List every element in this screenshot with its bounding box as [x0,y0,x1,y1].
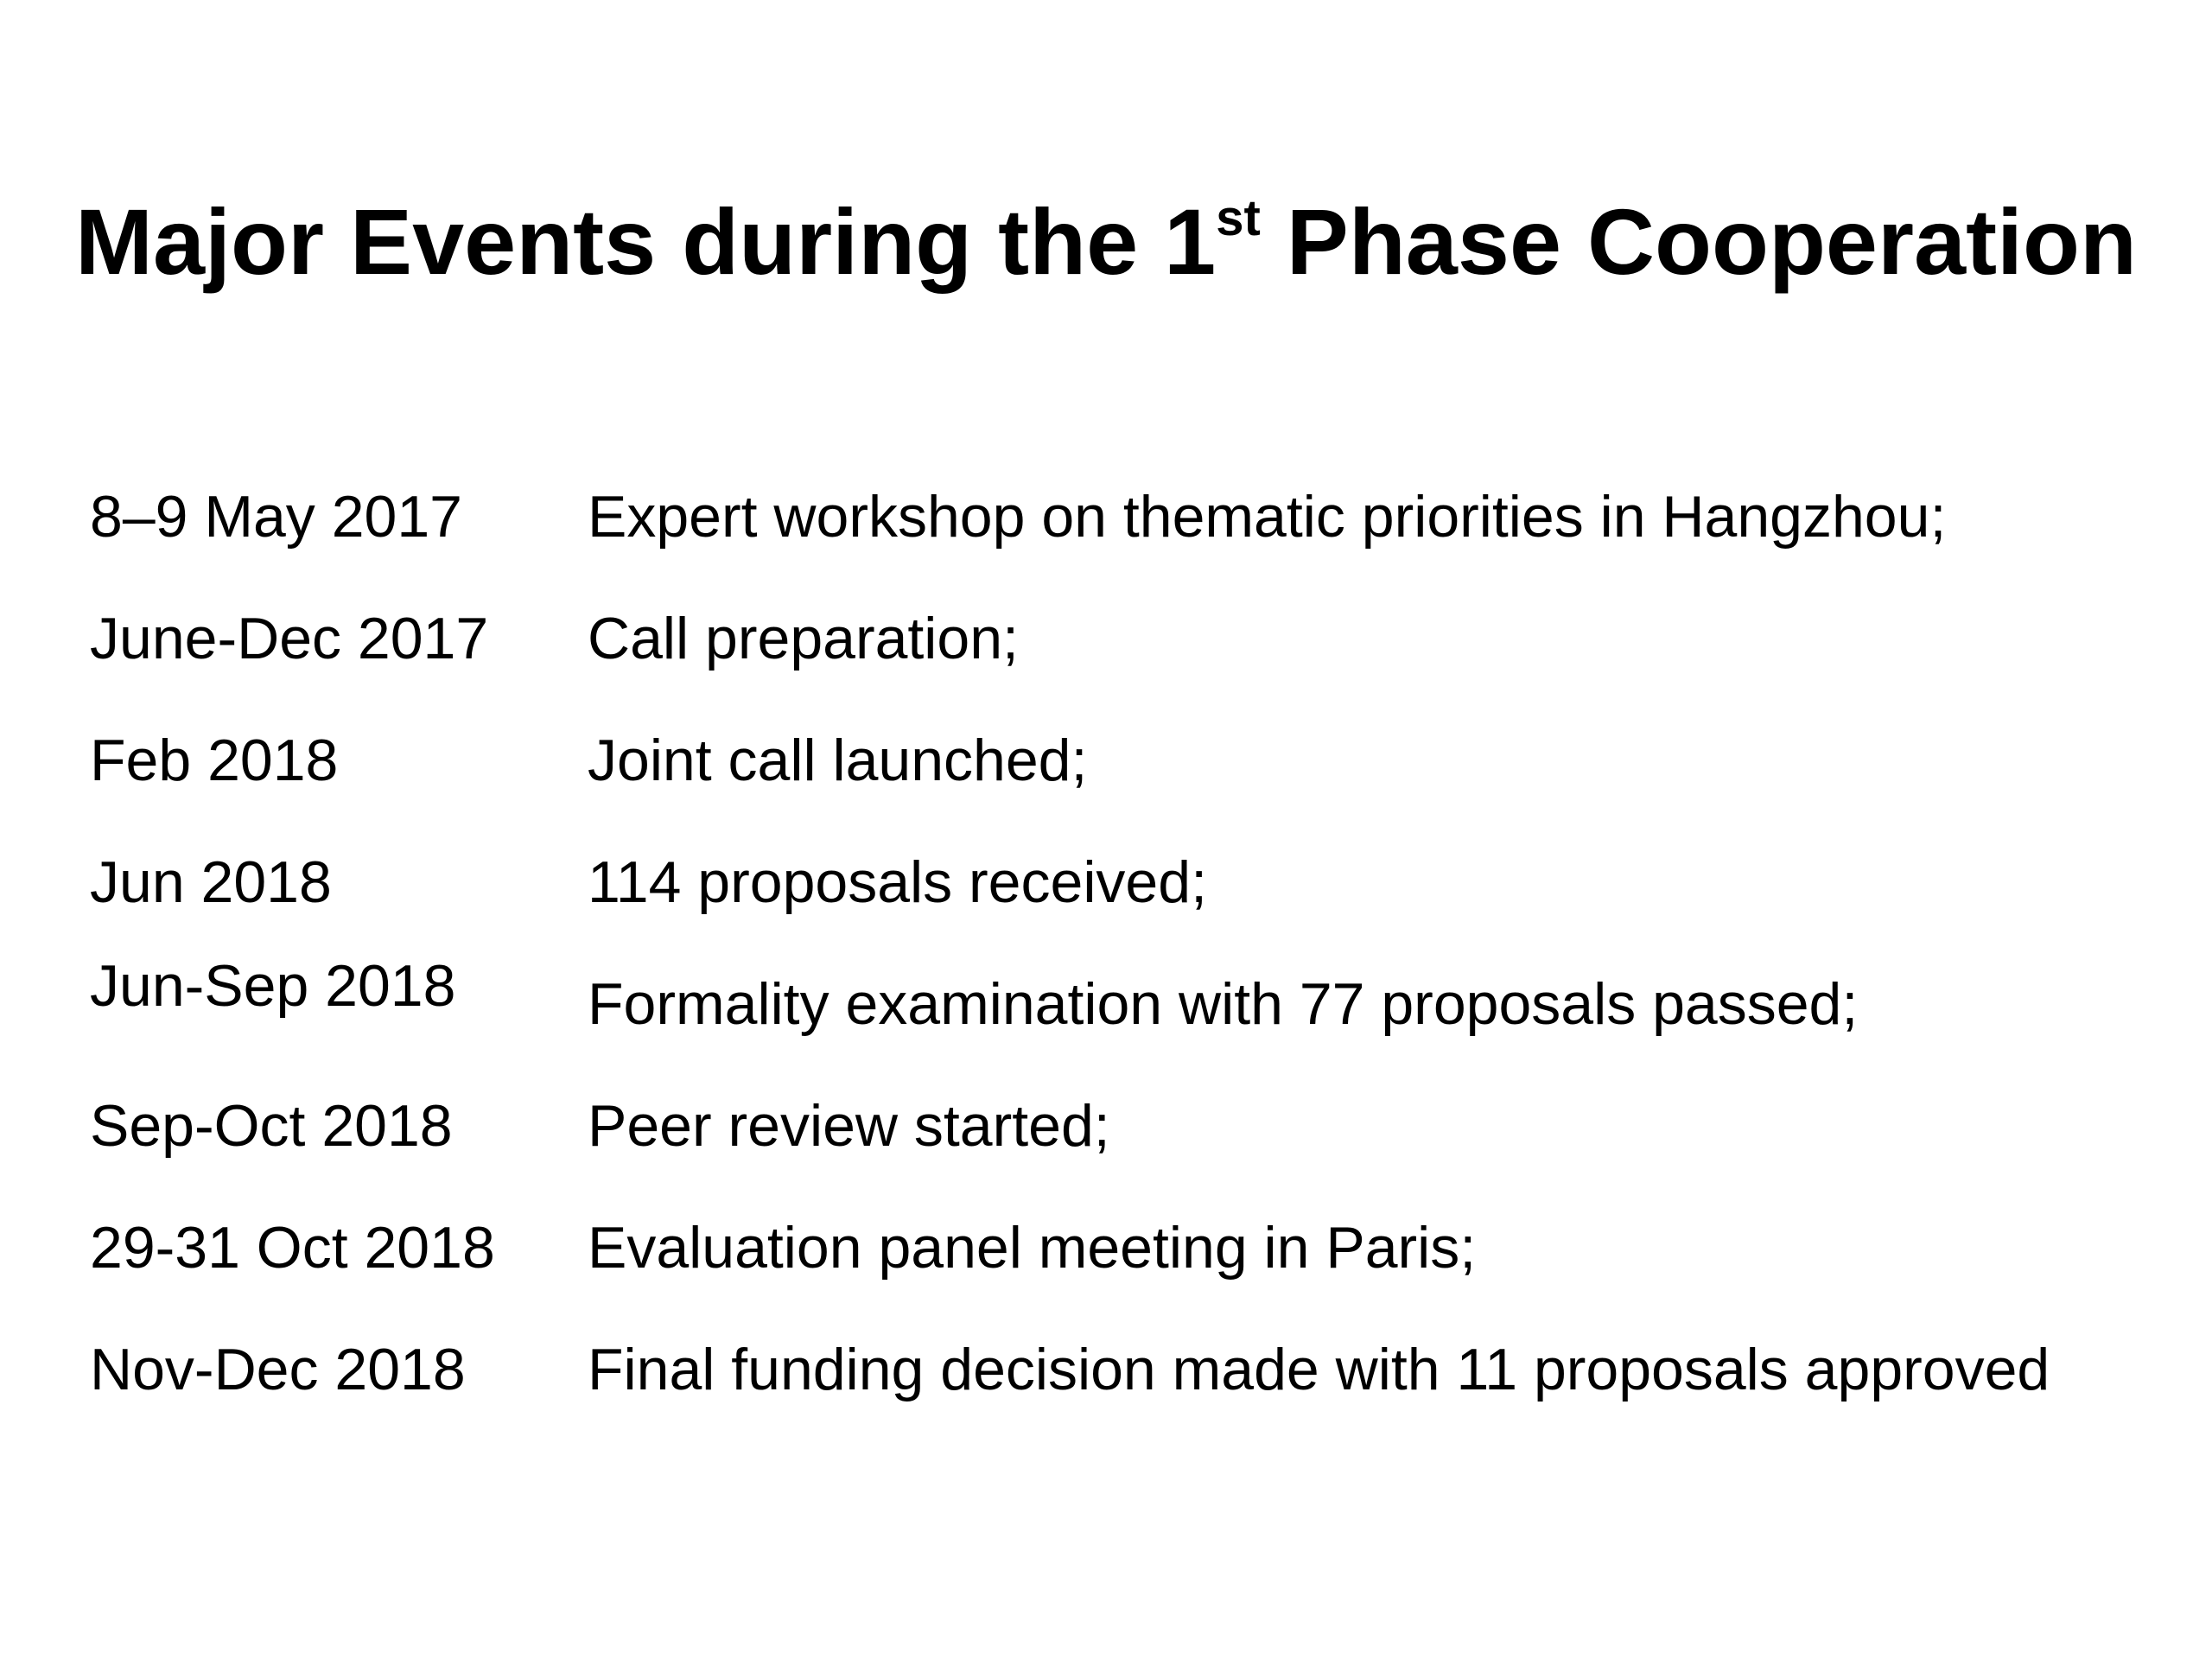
event-date: Nov-Dec 2018 [90,1337,466,1402]
event-description: 114 proposals received; [588,849,1207,915]
event-date: Feb 2018 [90,728,339,793]
event-description: Peer review started; [588,1093,1110,1159]
title-main: Major Events during the 1 [75,189,1217,294]
event-date: 8–9 May 2017 [90,484,462,550]
title-rest: Phase Cooperation [1260,189,2137,294]
event-date: Jun-Sep 2018 [90,953,456,1019]
event-description: Evaluation panel meeting in Paris; [588,1215,1477,1281]
event-date: Jun 2018 [90,849,332,915]
event-description: Joint call launched; [588,728,1088,793]
event-description: Formality examination with 77 proposals passed; [588,971,1859,1037]
event-description: Final funding decision made with 11 proposals approved [588,1337,2050,1402]
event-description: Expert workshop on thematic priorities in Hangzhou; [588,484,1947,550]
event-date: Sep-Oct 2018 [90,1093,453,1159]
event-description: Call preparation; [588,606,1019,671]
event-date: 29-31 Oct 2018 [90,1215,495,1281]
event-date: June-Dec 2017 [90,606,489,671]
title-superscript: st [1216,190,1261,246]
